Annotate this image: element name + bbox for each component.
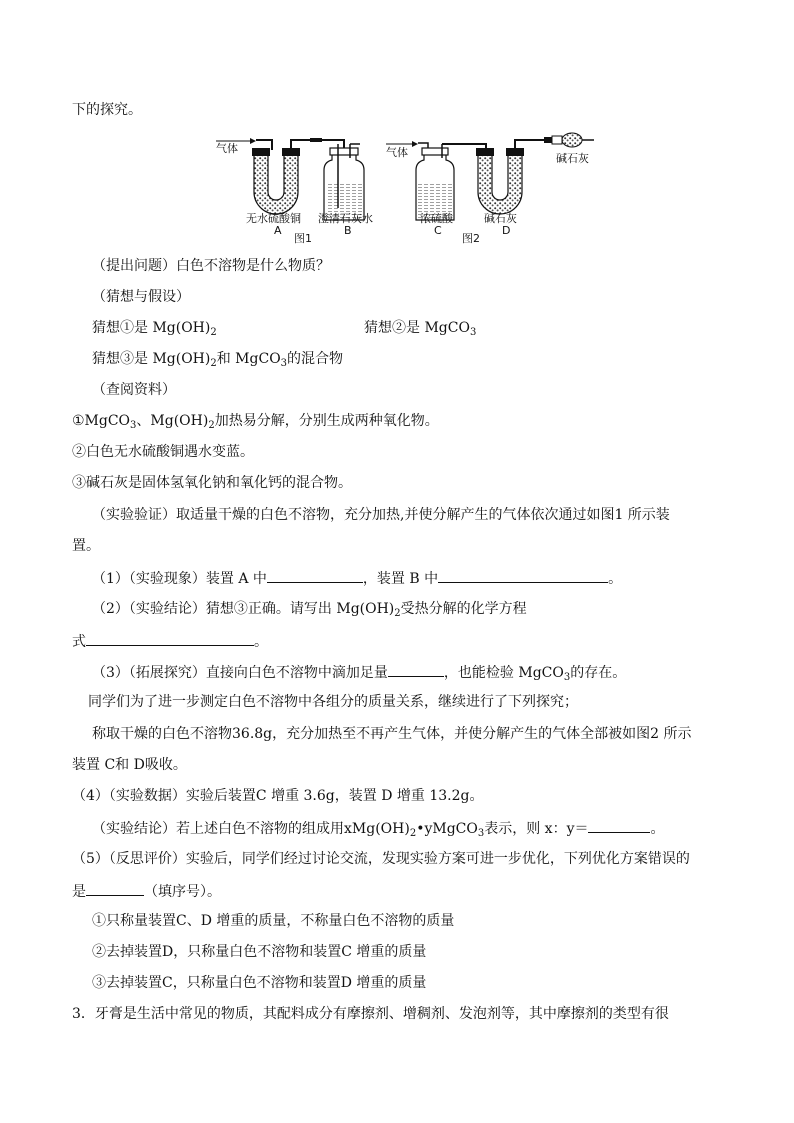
reference-heading: （查阅资料） [92, 382, 176, 398]
option-2: ②去掉装置D，只称量白色不溶物和装置C 增重的质量 [92, 944, 427, 960]
letter-b: B [344, 224, 352, 237]
intro-line: 下的探究。 [72, 102, 142, 118]
u-tube-a [252, 148, 300, 214]
question-2-cont: 式 。 [72, 630, 268, 652]
ratio-blank[interactable] [588, 817, 650, 833]
bottle-c [416, 144, 454, 220]
question-5-line-2: 是 （填序号）。 [72, 880, 221, 902]
guess-1: 猜想①是 $Mg(OH)_2$ [92, 320, 217, 338]
label-tube: 碱石灰 [556, 152, 589, 165]
equation-blank[interactable] [86, 630, 254, 646]
option-1: ①只称量装置C、D 增重的质量，不称量白色不溶物的质量 [92, 913, 455, 929]
letter-c: C [434, 224, 442, 237]
label-a: 无水硫酸铜 [246, 212, 301, 225]
reference-1: ①MgCO$_3$、$Mg(OH)_2$加热易分解，分别生成两种氧化物。 [72, 413, 439, 431]
gas-label-2: 气体 [386, 146, 408, 159]
further-line: 同学们为了进一步测定白色不溶物中各组分的质量关系，继续进行了下列探究； [88, 694, 578, 710]
u-tube-d [476, 148, 524, 214]
weigh-line-1: 称取干燥的白色不溶物36.8g，充分加热至不再产生气体，并使分解产生的气体全部被如图2 所示 [92, 726, 692, 742]
label-b: 澄清石灰水 [318, 212, 373, 225]
answer-blank-b[interactable] [438, 567, 608, 583]
question-heading: （提出问题）白色不溶物是什么物质？ [92, 258, 330, 274]
option-blank[interactable] [86, 880, 144, 896]
option-3: ③去掉装置C，只称量白色不溶物和装置D 增重的质量 [92, 975, 427, 991]
weigh-line-2: 装置 C和 D吸收。 [72, 757, 187, 773]
fig1-caption: 图1 [294, 232, 312, 245]
question-3: （3）（拓展探究）直接向白色不溶物中滴加足量 ，也能检验 MgCO$_3$的存在。 [92, 661, 626, 683]
verify-line-1: （实验验证）取适量干燥的白色不溶物，充分加热,并使分解产生的气体依次通过如图1 所示装 [92, 507, 670, 523]
guess-3: 猜想③是 $Mg(OH)_2$和 MgCO$_3$的混合物 [92, 351, 344, 369]
question-4: （4）（实验数据）实验后装置C 增重 3.6g，装置 D 增重 13.2g。 [72, 788, 484, 804]
label-d: 碱石灰 [484, 212, 517, 225]
question-2: （2）（实验结论）猜想③正确。请写出 $Mg(OH)_2$受热分解的化学方程 [92, 601, 527, 619]
fig2-caption: 图2 [462, 232, 480, 245]
drying-tube [544, 133, 594, 147]
gas-label-1: 气体 [216, 142, 238, 155]
answer-blank-a[interactable] [267, 567, 363, 583]
letter-d: D [502, 224, 511, 237]
letter-a: A [274, 224, 282, 237]
reference-2: ②白色无水硫酸铜遇水变蓝。 [72, 444, 254, 460]
label-c: 浓硫酸 [420, 212, 453, 225]
reference-3: ③碱石灰是固体氢氧化钠和氧化钙的混合物。 [72, 475, 352, 491]
question-5-line-1: （5）（反思评价）实验后，同学们经过讨论交流，发现实验方案可进一步优化，下列优化方案错误的 [72, 851, 690, 867]
reagent-blank[interactable] [388, 661, 444, 677]
verify-line-2: 置。 [72, 538, 100, 554]
hypothesis-heading: （猜想与假设） [92, 289, 190, 305]
question-1: （1）（实验现象）装置 A 中 ，装置 B 中 。 [92, 567, 622, 589]
bottle-b [324, 144, 364, 220]
conclusion-line: （实验结论）若上述白色不溶物的组成用$xMg(OH)_2•yMgCO_3$表示，则 x：y＝ 。 [92, 817, 664, 839]
question-6: 3．牙膏是生活中常见的物质，其配料成分有摩擦剂、增稠剂、发泡剂等，其中摩擦剂的类型有很 [72, 1006, 669, 1022]
apparatus-figure [214, 132, 614, 247]
guess-2: 猜想②是 MgCO$_3$ [364, 320, 477, 338]
